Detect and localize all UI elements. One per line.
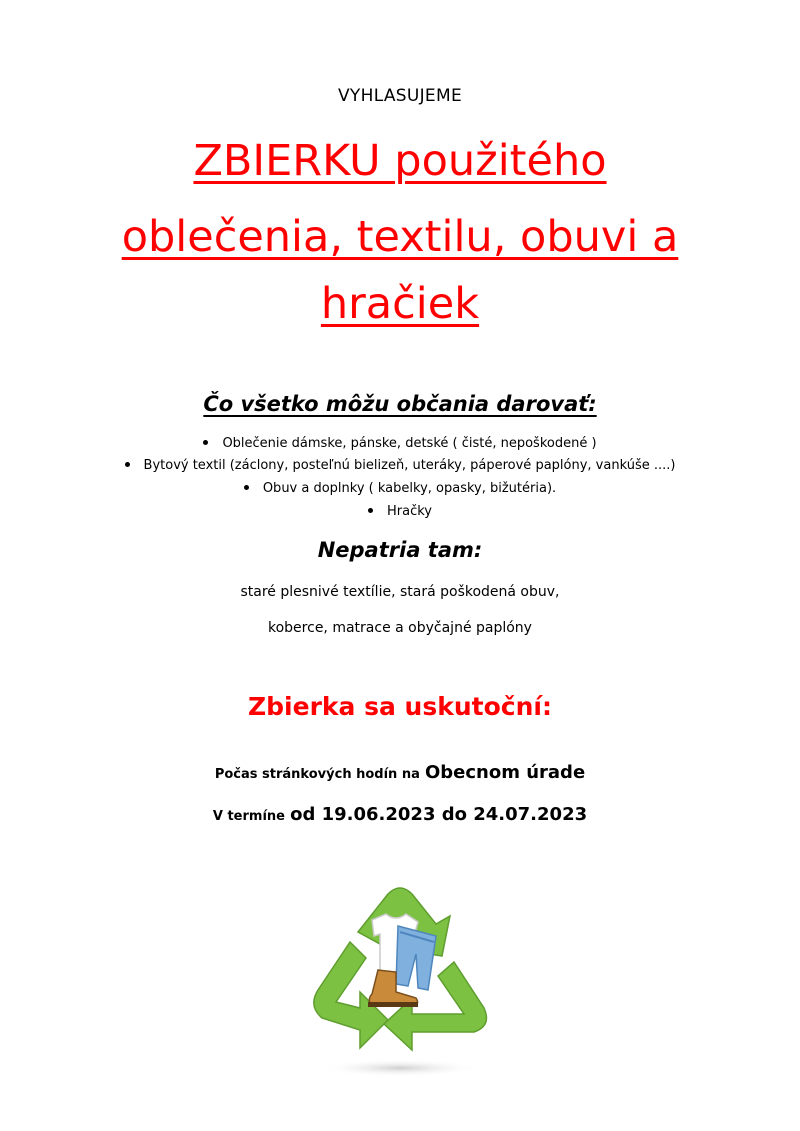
bullet-icon (244, 485, 249, 490)
collection-dates (0, 804, 800, 825)
dates-prefix: V termíne (212, 809, 285, 824)
bullet-icon (368, 508, 373, 513)
not-allowed-heading: Nepatria tam: (317, 538, 483, 562)
shadow (320, 1059, 480, 1077)
donate-item: Obuv a doplnky ( kabelky, opasky, bižutéria). (0, 482, 800, 495)
not-allowed-line-1: staré plesnivé textílie, stará poškodená obuv, (240, 584, 560, 600)
collection-heading: Zbierka sa uskutoční: (248, 692, 552, 721)
hours-prefix: Počas stránkových hodín na (214, 767, 420, 782)
collection-hours (0, 762, 800, 783)
headline-line-3: hračiek (320, 279, 480, 329)
donate-item: Oblečenie dámske, pánske, detské ( čisté, nepoškodené ) (0, 437, 800, 450)
hours-place: Obecnom úrade (424, 762, 586, 783)
jeans (396, 926, 436, 990)
donate-item: Bytový textil (záclony, posteľnú bielizeň, uteráky, páperové paplóny, vankúše ....) (0, 459, 800, 472)
donate-heading: Čo všetko môžu občania darovať: (203, 392, 597, 416)
headline-line-1: ZBIERKU použitého (193, 136, 607, 186)
donate-item: Hračky (0, 505, 800, 518)
bullet-icon (125, 462, 130, 467)
kicker: VYHLASUJEME (338, 86, 462, 106)
headline-line-2: oblečenia, textilu, obuvi a (121, 212, 679, 262)
not-allowed-line-2: koberce, matrace a obyčajné paplóny (268, 620, 532, 636)
bullet-icon (203, 440, 208, 445)
recycle-clothes-icon (300, 880, 500, 1085)
dates-value: od 19.06.2023 do 24.07.2023 (290, 804, 588, 825)
